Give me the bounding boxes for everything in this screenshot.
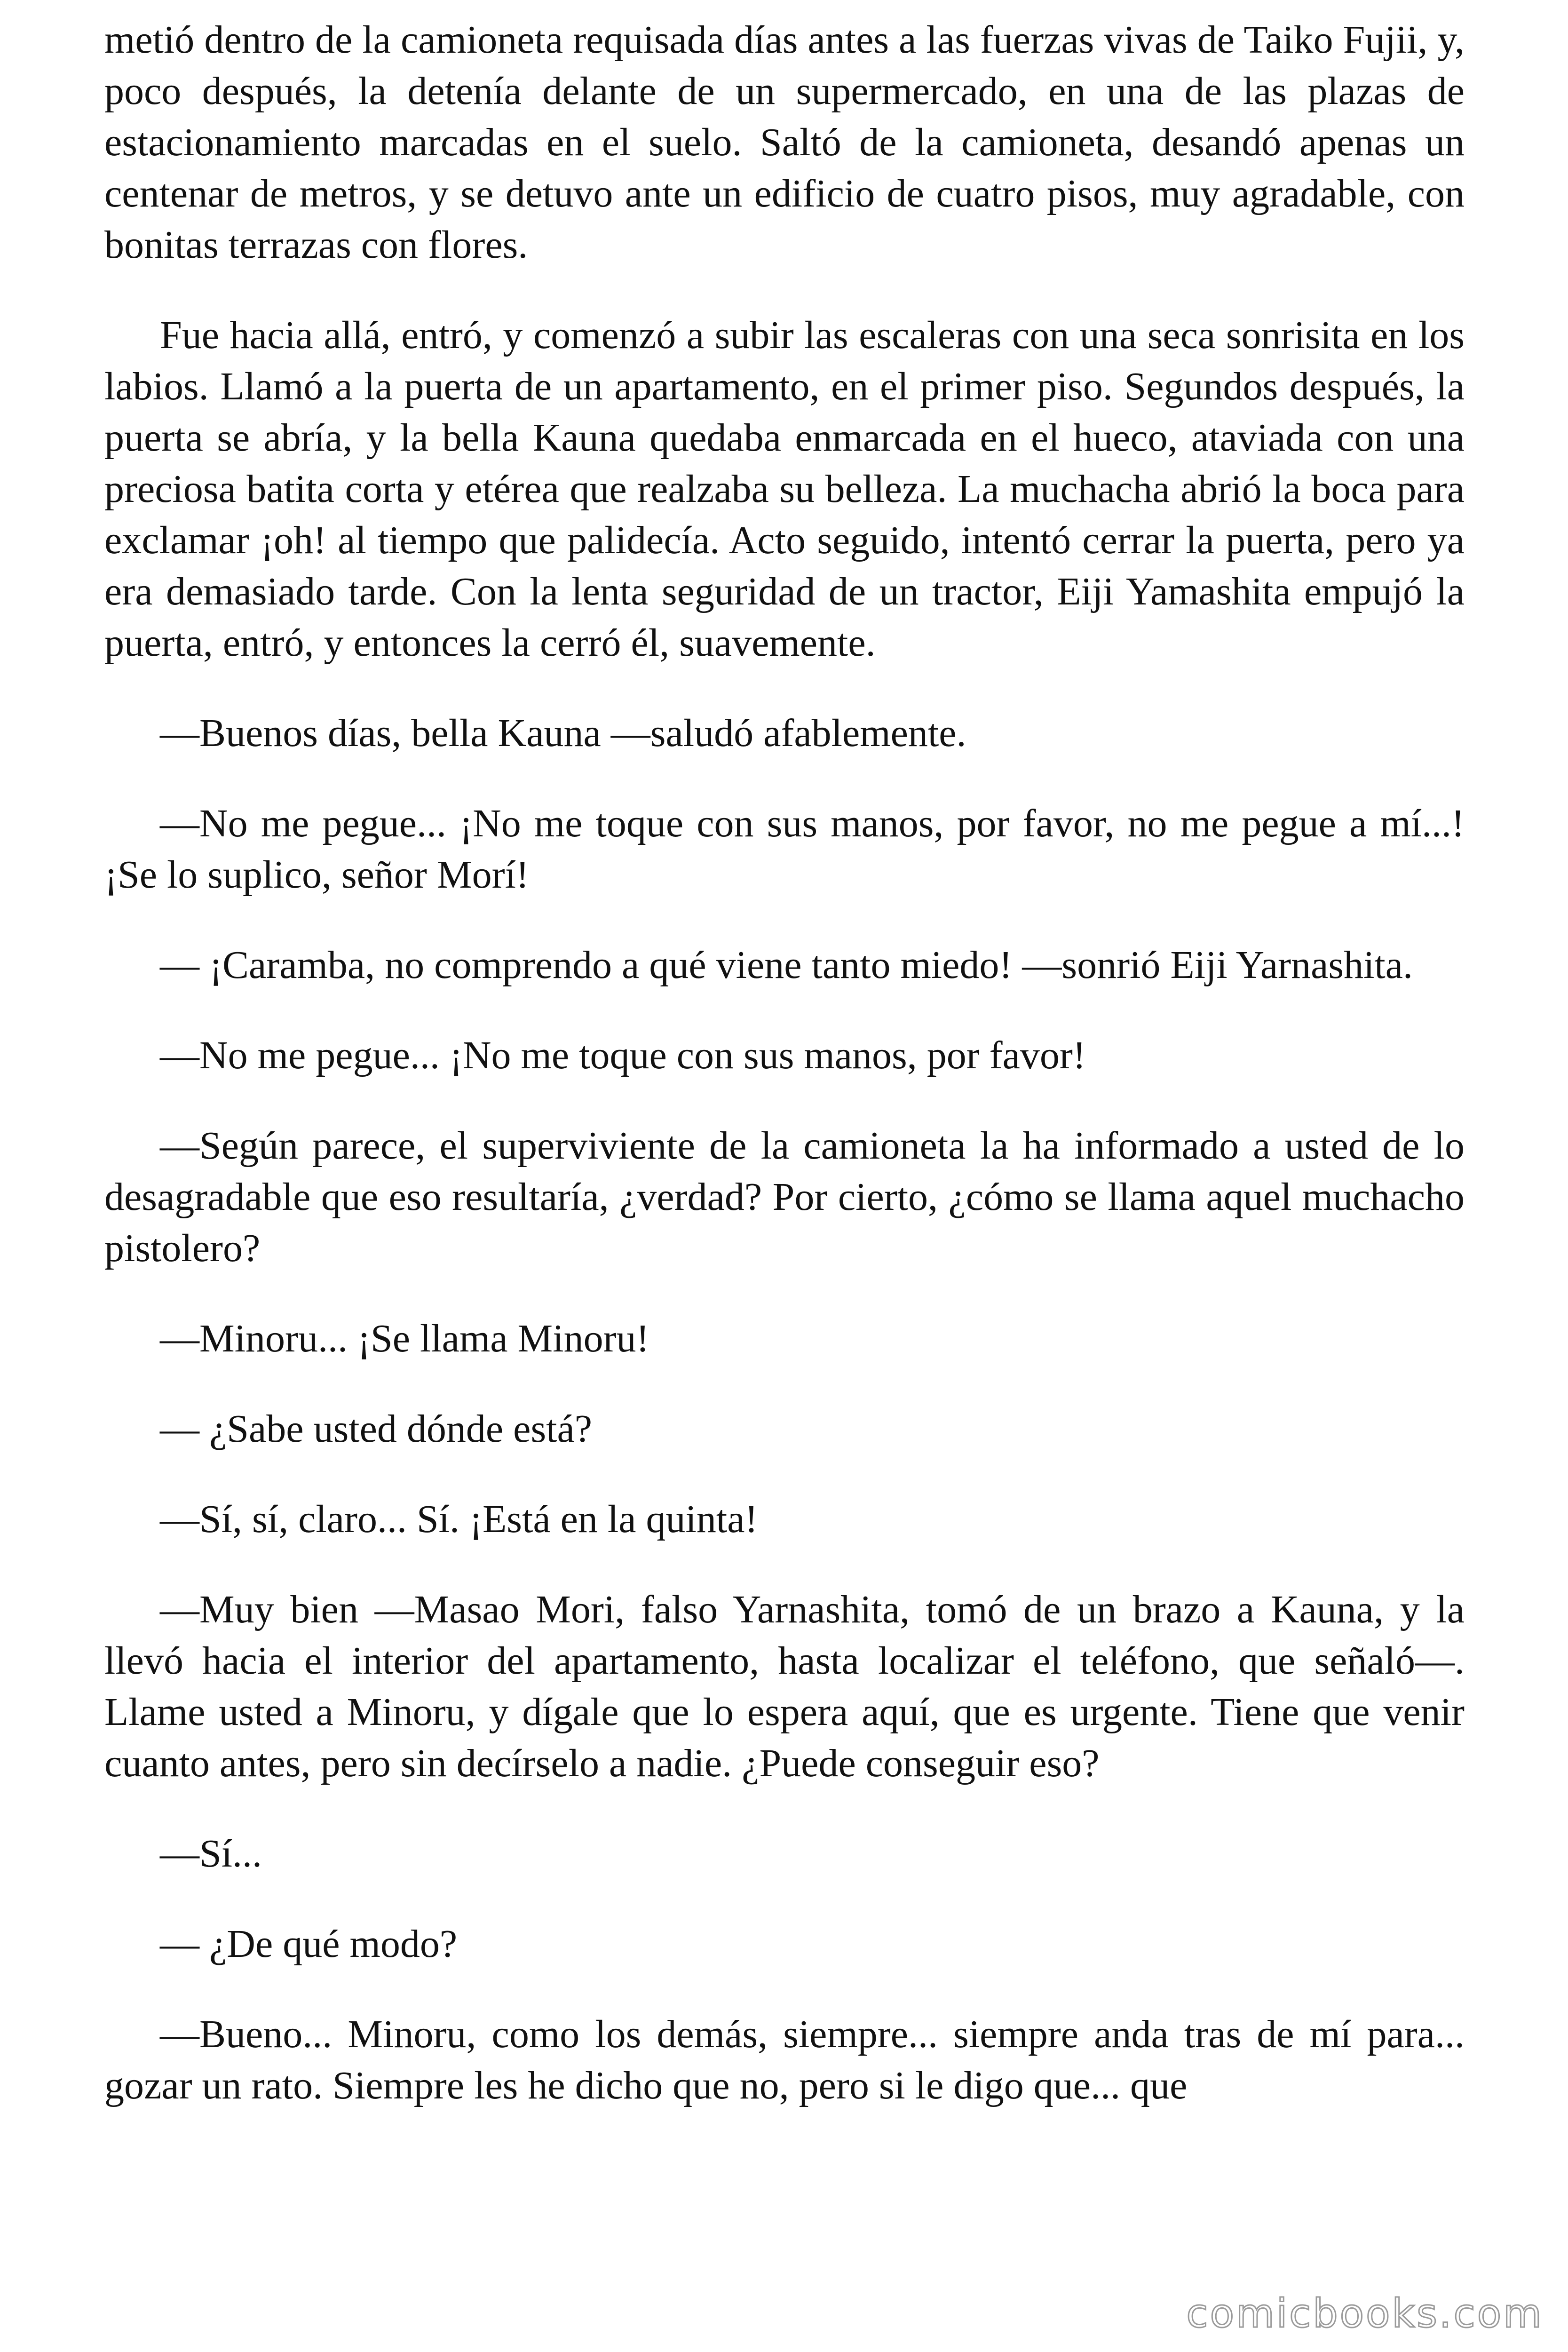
- paragraph-13: — ¿De qué modo?: [160, 1922, 458, 1966]
- paragraph-5: — ¡Caramba, no comprendo a qué viene tanto miedo! —sonrió Eiji Yarnashita.: [160, 943, 1413, 987]
- paragraph-6: —No me pegue... ¡No me toque con sus manos, por favor!: [160, 1033, 1086, 1077]
- watermark: comicbooks.com: [1186, 2290, 1544, 2336]
- paragraph-3: —Buenos días, bella Kauna —saludó afablemente.: [160, 711, 966, 755]
- paragraph-2: Fue hacia allá, entró, y comenzó a subir las escaleras con una seca sonrisita en los labios. Llamó a la puerta de un apartamento, en el primer piso. Segundos después, la puerta se abría, y la bella Kauna quedaba enmarcada en el hueco, ataviada con una preciosa batita corta y etérea que realzaba su belleza. La muchacha abrió la boca para exclamar ¡oh! al tiempo que palidecía. Acto seguido, intentó cerrar la puerta, pero ya era demasiado tarde. Con la lenta seguridad de un tractor, Eiji Yamashita empujó la puerta, entró, y entonces la cerró él, suavemente.: [104, 313, 1465, 665]
- paragraph-1: metió dentro de la camioneta requisada días antes a las fuerzas vivas de Taiko Fujii, y, poco después, la detenía delante de un supermercado, en una de las plazas de estacionamiento marcadas en el suelo. Saltó de la camioneta, desandó apenas un centenar de metros, y se detuvo ante un edificio de cuatro pisos, muy agradable, con bonitas terrazas con flores.: [104, 18, 1465, 267]
- paragraph-4: —No me pegue... ¡No me toque con sus manos, por favor, no me pegue a mí...! ¡Se lo suplico, señor Morí!: [104, 802, 1465, 897]
- paragraph-12: —Sí...: [160, 1832, 262, 1875]
- paragraph-9: — ¿Sabe usted dónde está?: [160, 1407, 593, 1451]
- paragraph-8: —Minoru... ¡Se llama Minoru!: [160, 1317, 649, 1360]
- paragraph-14: —Bueno... Minoru, como los demás, siempre... siempre anda tras de mí para... gozar un rato. Siempre les he dicho que no, pero si le digo que... que: [104, 2012, 1465, 2107]
- paragraph-10: —Sí, sí, claro... Sí. ¡Está en la quinta!: [160, 1497, 758, 1541]
- paragraph-7: —Según parece, el superviviente de la camioneta la ha informado a usted de lo desagradable que eso resultaría, ¿verdad? Por cierto, ¿cómo se llama aquel muchacho pistolero?: [104, 1124, 1465, 1270]
- document-page: [104, 14, 1465, 2111]
- paragraph-11: —Muy bien —Masao Mori, falso Yarnashita, tomó de un brazo a Kauna, y la llevó hacia el interior del apartamento, hasta localizar el teléfono, que señaló—. Llame usted a Minoru, y dígale que lo espera aquí, que es urgente. Tiene que venir cuanto antes, pero sin decírselo a nadie. ¿Puede conseguir eso?: [104, 1588, 1465, 1785]
